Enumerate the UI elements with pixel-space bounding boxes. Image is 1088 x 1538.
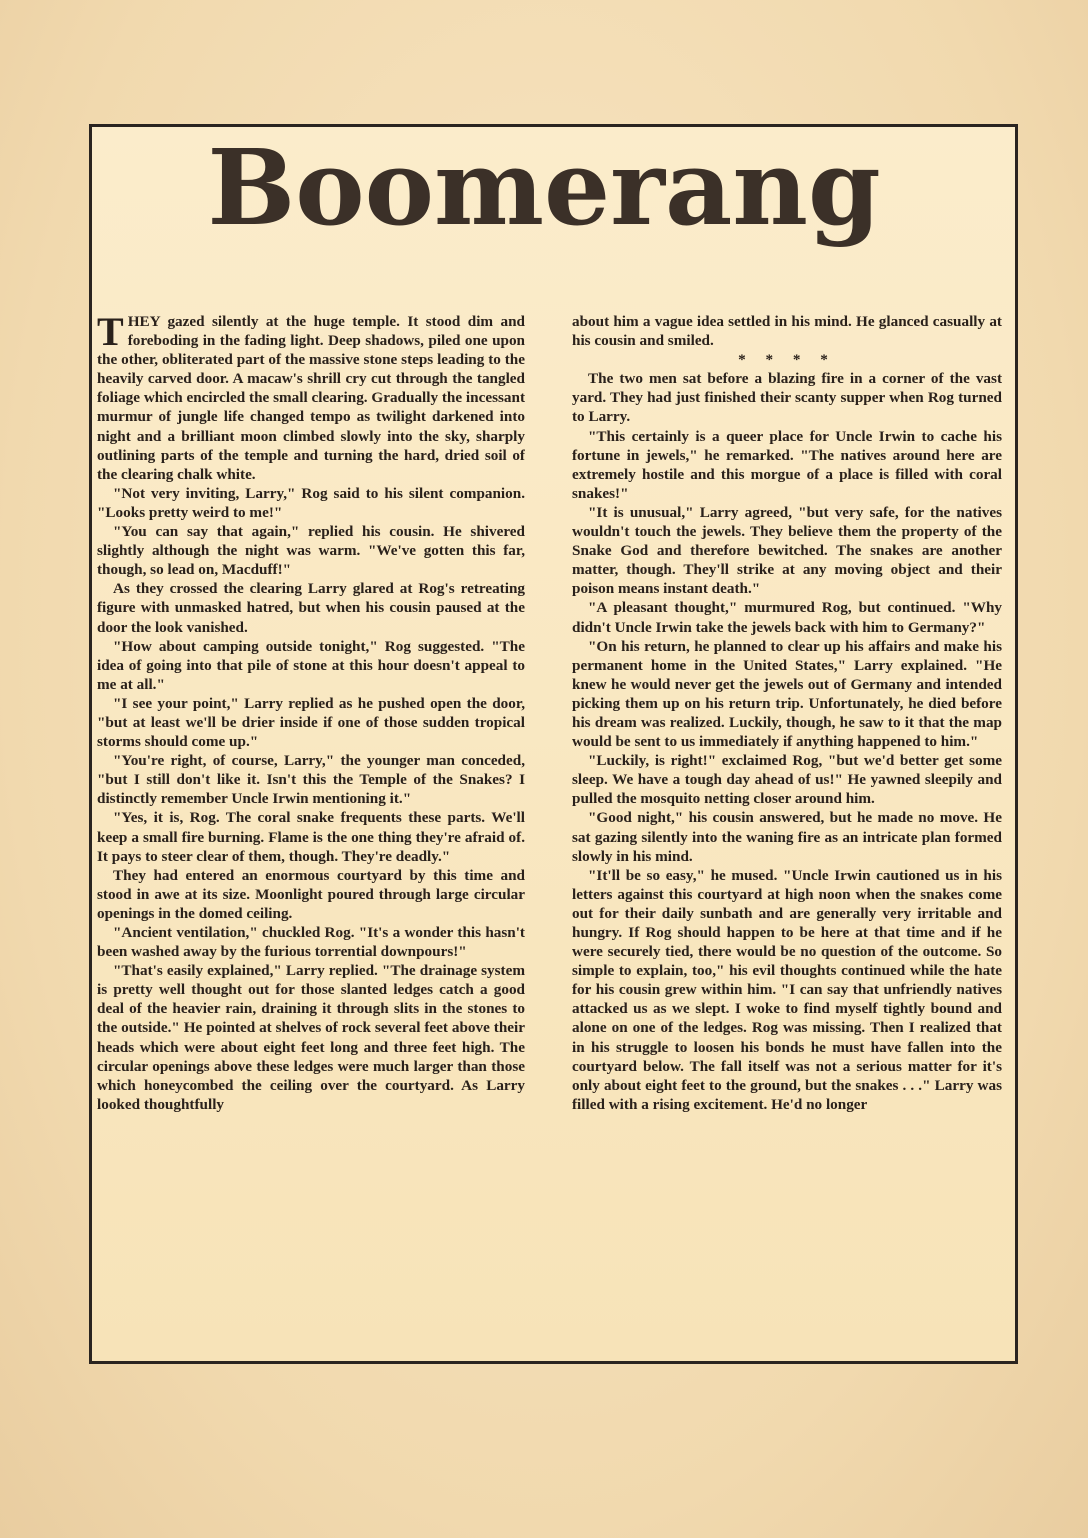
paragraph: "You can say that again," replied his cousin. He shivered slightly although the night was warm. "We've gotten this far, though, so lead on, Macduff!"	[97, 523, 525, 579]
opening-paragraph-text: HEY gazed silently at the huge temple. It stood dim and foreboding in the fading light. Deep shadows, piled one upon the other, obliterated part of the massive stone steps leading to the heavily carved door. A macaw's shrill cry cut through the tangled foliage which encircled the small clearing. Gradually the incessant murmur of jungle life changed tempo as twilight darkened into night and a brilliant moon climbed slowly into the sky, sharply outlining parts of the temple and turning the hard, dried soil of the clearing chalk white.	[97, 313, 525, 483]
paragraph: about him a vague idea settled in his mind. He glanced casually at his cousin and smiled.	[572, 313, 1002, 350]
paragraph: "Ancient ventilation," chuckled Rog. "It's a wonder this hasn't been washed away by the furious torrential downpours!"	[97, 924, 525, 961]
paragraph: "This certainly is a queer place for Uncle Irwin to cache his fortune in jewels," he remarked. "The natives around here are extremely hostile and this morgue of a place is filled with coral snakes!"	[572, 427, 1002, 502]
paragraph: "That's easily explained," Larry replied. "The drainage system is pretty well thought out for those slanted ledges catch a good deal of the heavier rain, draining it through slits in the stones to the outside." He pointed at shelves of rock several feet above their heads which were about eight feet long and three feet high. The circular openings above these ledges were much larger than those which honeycombed the ceiling over the courtyard. As Larry looked thoughtfully	[97, 962, 525, 1113]
paragraph: "You're right, of course, Larry," the younger man conceded, "but I still don't like it. Isn't this the Temple of the Snakes? I distinctly remember Uncle Irwin mentioning it."	[97, 752, 525, 808]
paragraph: They had entered an enormous courtyard by this time and stood in awe at its size. Moonlight poured through large circular openings in the domed ceiling.	[97, 866, 525, 922]
paragraph: "How about camping outside tonight," Rog suggested. "The idea of going into that pile of stone at this hour doesn't appeal to me at all."	[97, 637, 525, 693]
paragraph: As they crossed the clearing Larry glared at Rog's retreating figure with unmasked hatred, but when his cousin paused at the door the look vanished.	[97, 580, 525, 636]
paragraph: "It is unusual," Larry agreed, "but very safe, for the natives wouldn't touch the jewels. They believe them the property of the Snake God and therefore bewitched. The snakes are another matter, though. They'll strike at any moving object and their poison means instant death."	[572, 503, 1002, 598]
paragraph: "Not very inviting, Larry," Rog said to his silent companion. "Looks pretty weird to me!"	[97, 484, 525, 521]
paragraph: "On his return, he planned to clear up his affairs and make his permanent home in the United States," Larry explained. "He knew he would never get the jewels out of Germany and intended picking them up on his return trip. Unfortunately, he died before his dream was realized. Luckily, though, he saw to it that the map would be sent to us immediately if anything happened to him."	[572, 637, 1002, 751]
paragraph: "A pleasant thought," murmured Rog, but continued. "Why didn't Uncle Irwin take the jewels back with him to Germany?"	[572, 599, 1002, 636]
paragraph: "Yes, it is, Rog. The coral snake frequents these parts. We'll keep a small fire burning. Flame is the one thing they're afraid of. It pays to steer clear of them, though. They're deadly."	[97, 809, 525, 865]
left-column	[97, 312, 525, 1352]
story-title: Boomerang	[207, 126, 881, 249]
right-column	[572, 312, 1002, 1352]
paragraph: The two men sat before a blazing fire in a corner of the vast yard. They had just finished their scanty supper when Rog turned to Larry.	[572, 370, 1002, 426]
paragraph: "It'll be so easy," he mused. "Uncle Irwin cautioned us in his letters against this courtyard at high noon when the snakes come out for their daily sunbath and are generally very irritable and hungry. If Rog should happen to be here at that time and if he were securely tied, there would be no question of the outcome. So simple to explain, too," his evil thoughts continued while the hate for his cousin grew within him. "I can say that unfriendly natives attacked us as we slept. I woke to find myself tightly bound and alone on one of the ledges. Rog was missing. Then I realized that in his struggle to loosen his bonds he must have fallen into the courtyard below. The fall itself was not a serious matter for it's only about eight feet to the ground, but the snakes . . ." Larry was filled with a rising excitement. He'd no longer	[572, 866, 1002, 1113]
section-separator: * * * *	[738, 351, 836, 369]
paragraph: "Luckily, is right!" exclaimed Rog, "but we'd better get some sleep. We have a tough day ahead of us!" He yawned sleepily and pulled the mosquito netting closer around him.	[572, 752, 1002, 808]
opening-paragraph	[97, 312, 525, 484]
paragraph: "I see your point," Larry replied as he pushed open the door, "but at least we'll be drier inside if one of those sudden tropical storms should come up."	[97, 694, 525, 751]
drop-cap: T	[97, 312, 124, 354]
paragraph: "Good night," his cousin answered, but he made no move. He sat gazing silently into the waning fire as an intricate plan formed slowly in his mind.	[572, 809, 1002, 865]
